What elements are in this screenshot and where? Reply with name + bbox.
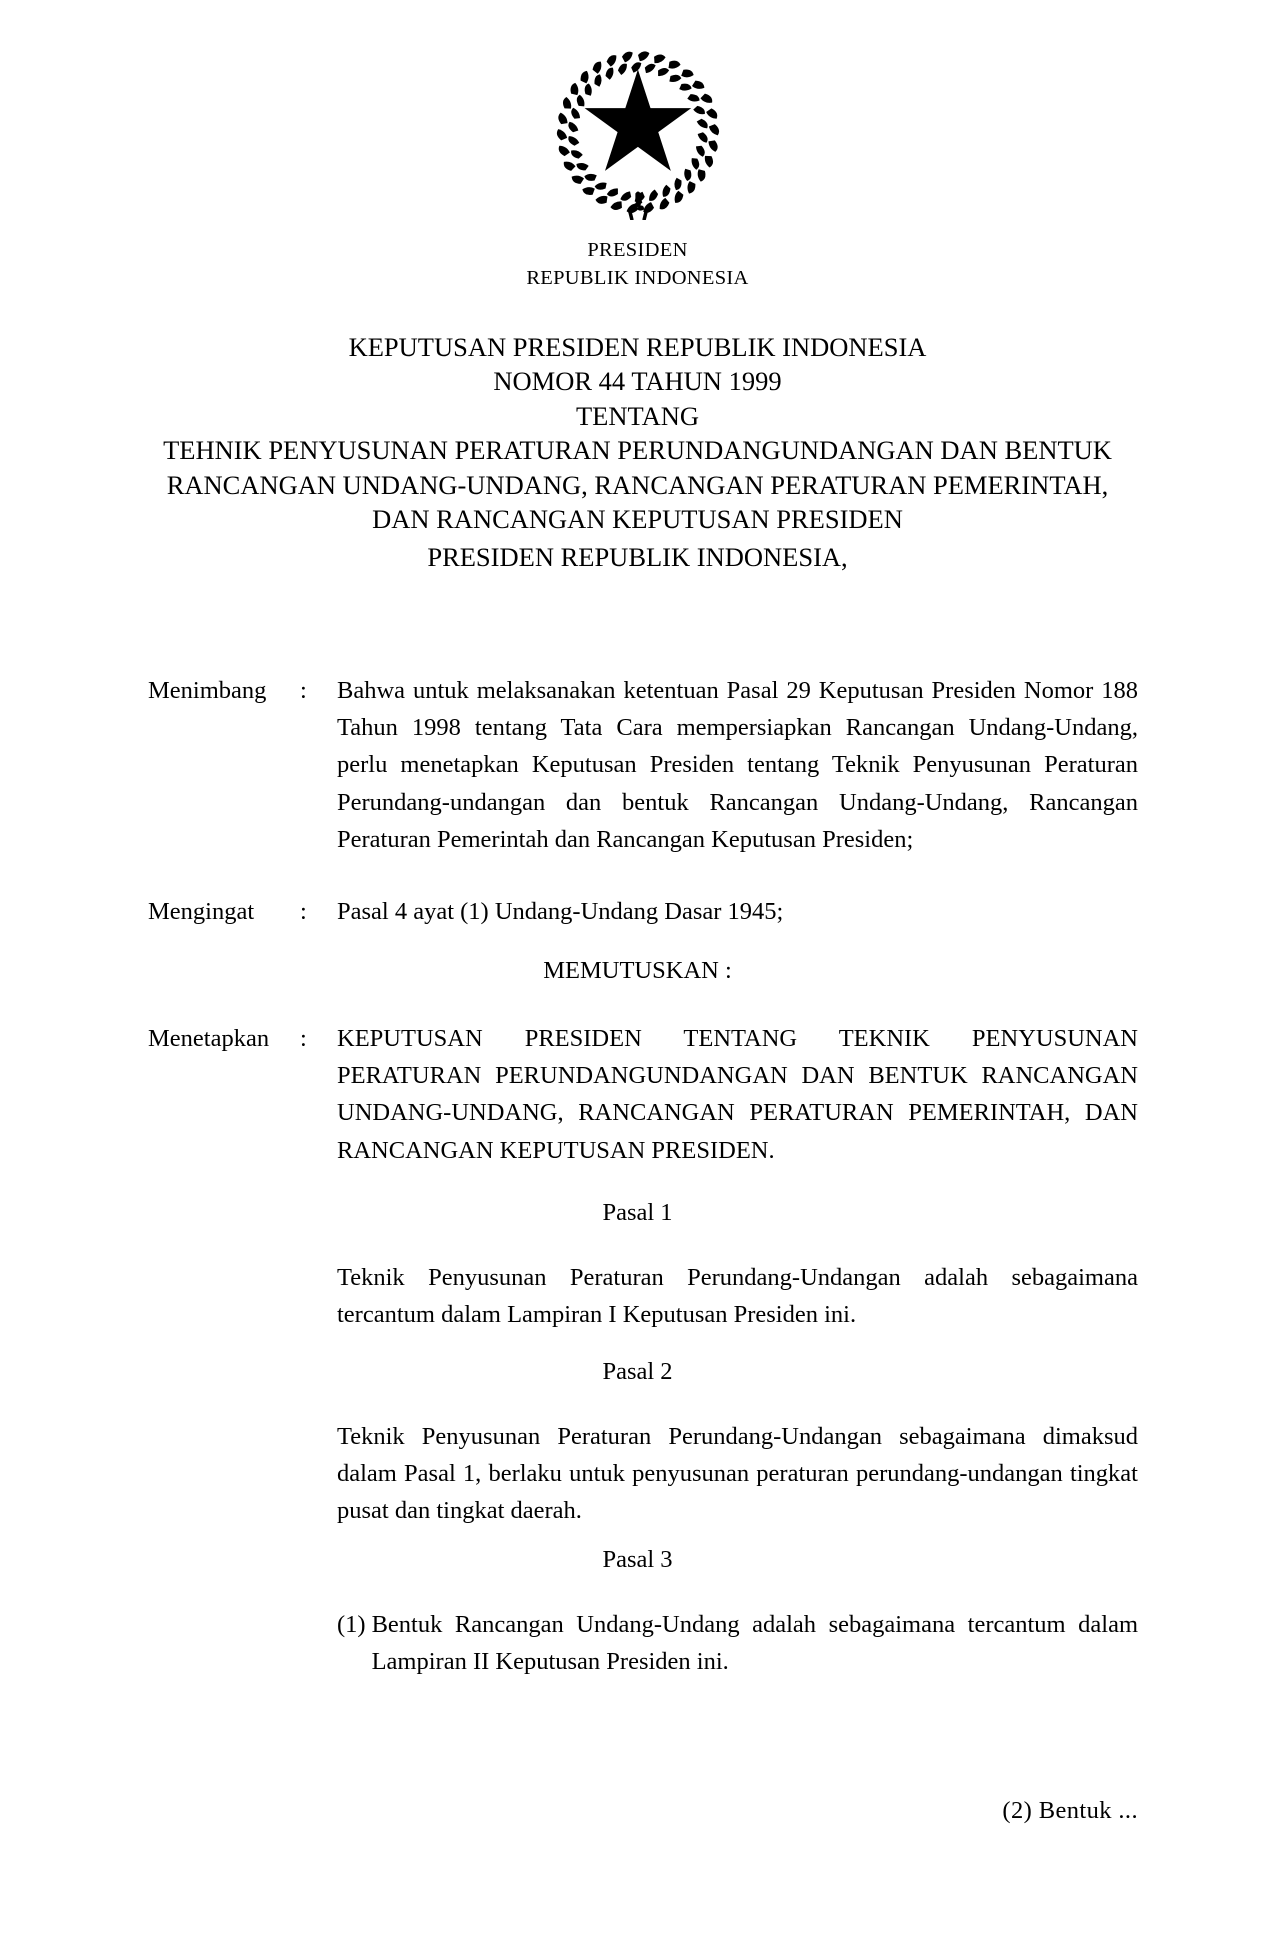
article-text-pasal-2: Teknik Penyusunan Peraturan Perundang-Undangan sebagaimana dimaksud dalam Pasal 1, berlaku untuk penyusunan peraturan perundang-undangan tingkat pusat dan tingkat daerah. [337, 1423, 1138, 1525]
article-heading-pasal-3: Pasal 3 [602, 1546, 673, 1573]
memutuskan-heading: MEMUTUSKAN : [543, 957, 732, 984]
clause-menetapkan [148, 1020, 1138, 1169]
document-title [118, 330, 1157, 537]
article-text-pasal-1: Teknik Penyusunan Peraturan Perundang-Undangan adalah sebagaimana tercantum dalam Lampiran I Keputusan Presiden ini. [337, 1264, 1138, 1329]
preamble-heading: PRESIDEN REPUBLIK INDONESIA, [427, 542, 848, 572]
clause-colon-mengingat: : [300, 898, 307, 925]
emblem-container [0, 48, 1275, 220]
article-item-pasal-3-1 [337, 1606, 1138, 1680]
title-line-subject-2: RANCANGAN UNDANG-UNDANG, RANCANGAN PERATURAN PEMERINTAH, [166, 469, 1109, 500]
document-header [0, 236, 1275, 293]
item-text-1: Bentuk Rancangan Undang-Undang adalah sebagaimana tercantum dalam Lampiran II Keputusan Presiden ini. [371, 1611, 1138, 1676]
header-line-republik-indonesia: REPUBLIK INDONESIA [526, 267, 749, 290]
clause-colon-menimbang: : [300, 677, 307, 704]
item-marker-1: (1) [337, 1611, 366, 1638]
title-line-nomor: NOMOR 44 TAHUN 1999 [493, 366, 782, 397]
clause-body-menimbang: Bahwa untuk melaksanakan ketentuan Pasal 29 Keputusan Presiden Nomor 188 Tahun 1998 tentang Tata Cara mempersiapkan Rancangan Undang-Undang, perlu menetapkan Keputusan Presiden tentang Teknik Penyusunan Peraturan Perundang-undangan dan bentuk Rancangan Undang-Undang, Rancangan Peraturan Pemerintah dan Rancangan Keputusan Presiden; [337, 677, 1138, 853]
article-heading-pasal-1: Pasal 1 [602, 1199, 673, 1226]
clause-body-menetapkan: KEPUTUSAN PRESIDEN TENTANG TEKNIK PENYUSUNAN PERATURAN PERUNDANGUNDANGAN DAN BENTUK RANCANGAN UNDANG-UNDANG, RANCANGAN PERATURAN PEMERINTAH, DAN RANCANGAN KEPUTUSAN PRESIDEN. [337, 1025, 1138, 1164]
title-line-subject-1: TEHNIK PENYUSUNAN PERATURAN PERUNDANGUNDANGAN DAN BENTUK [163, 435, 1112, 466]
clause-mengingat [148, 893, 1138, 930]
title-line-tentang: TENTANG [576, 400, 699, 431]
clause-label-menimbang: Menimbang [148, 677, 267, 704]
clause-label-mengingat: Mengingat [148, 898, 255, 925]
title-line-1: KEPUTUSAN PRESIDEN REPUBLIK INDONESIA [348, 332, 927, 362]
page-continuation-note: (2) Bentuk ... [1002, 1797, 1138, 1824]
header-line-presiden: PRESIDEN [587, 239, 688, 261]
title-line-subject-3: DAN RANCANGAN KEPUTUSAN PRESIDEN [372, 504, 903, 535]
clause-colon-menetapkan: : [300, 1025, 307, 1052]
clause-body-mengingat: Pasal 4 ayat (1) Undang-Undang Dasar 1945; [337, 898, 784, 925]
article-heading-pasal-2: Pasal 2 [602, 1358, 673, 1385]
indonesian-presidential-seal-icon [550, 48, 726, 220]
clause-menimbang [148, 672, 1138, 858]
clause-label-menetapkan: Menetapkan [148, 1025, 270, 1052]
